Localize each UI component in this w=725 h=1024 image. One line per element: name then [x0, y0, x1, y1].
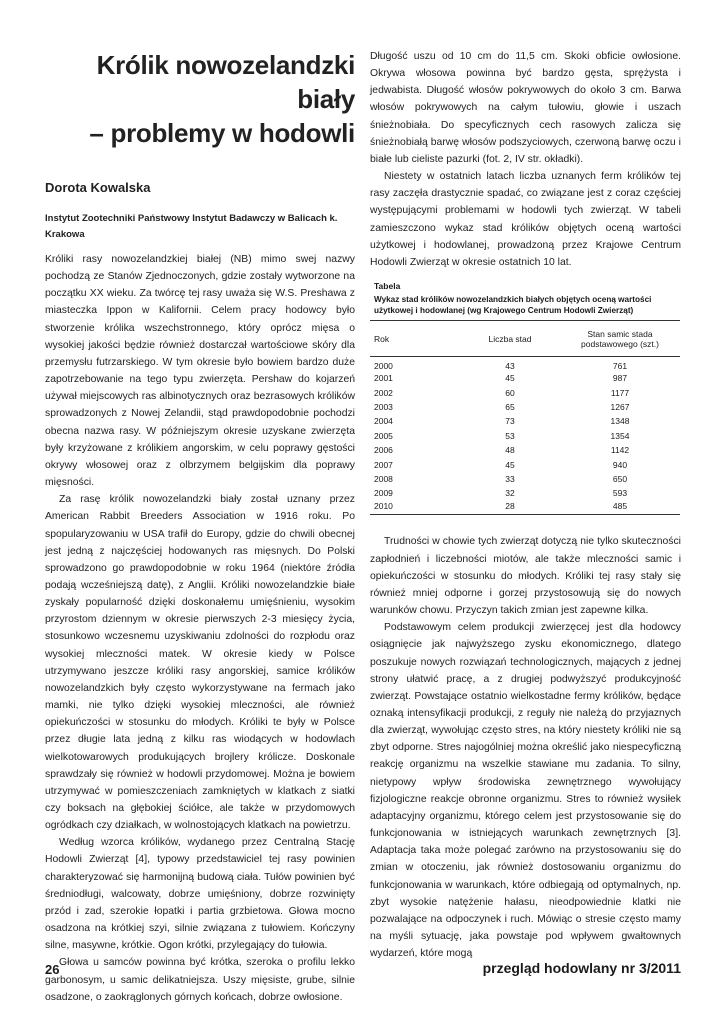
paragraph: Głowa u samców powinna być krótka, szeroka o profilu lekko garbonosym, u samic delikatniejsza. Uszy mięsiste, grube, silnie osadzone, o zaokrąglonych górnych końcach, dobrze owłosione. [45, 957, 355, 1003]
cell-year: 2000 [374, 361, 393, 372]
table-row [370, 357, 680, 372]
table-header-row [370, 321, 680, 357]
cell-year: 2008 [374, 473, 393, 484]
data-table-block [370, 281, 681, 515]
cell-herd-count: 28 [505, 500, 515, 511]
cell-year: 2009 [374, 488, 393, 499]
left-body-text [45, 251, 355, 1006]
article-title [45, 48, 355, 150]
author-affiliation: Instytut Zootechniki Państwowy Instytut Badawczy w Balicach k. Krakowa [45, 213, 338, 240]
table-row [370, 501, 680, 515]
paragraph: Według wzorca królików, wydanego przez Centralną Stację Hodowli Zwierząt [4], typowy przedstawiciel tej rasy powinien charakteryzować się harmonijną budową ciała. Tułów powinien być średniodługi, walcowaty, dobrze umięśniony, dobrze rozwinięty przód i zad, szerokie łopatki i partia grzbietowa. Głowa mocno osadzona na krótkiej szyi, silnie związana z tułowiem. Kończyny silne, masywne, krótkie. Ogon krótki, przylegający do tułowia. [45, 837, 355, 952]
paragraph: Długość uszu od 10 cm do 11,5 cm. Skoki obficie owłosione. Okrywa włosowa powinna być bardzo gęsta, sprężysta i jedwabista. Długość włosów pokrywowych do około 3 cm. Barwa włosów pokrywowych na całym tułowiu, głowie i uszach śnieżnobiała. Do specyficznych cech rasowych zalicza się śnieżnobiałą barwę włosów podszyciowych, czerwoną barwę oczu i białe lub cieliste pazurki (fot. 2, IV str. okładki). [370, 51, 681, 165]
paragraph: Trudności w chowie tych zwierząt dotyczą nie tylko skuteczności zapłodnień i liczebności miotów, ale także mleczności samic i opiekuńczości w stosunku do młodych. Króliki tej rasy stały się również mniej odporne i gorzej przystosowują się do nowych warunków chowu. Przyczyn takich zmian jest zapewne kilka. [370, 536, 681, 617]
cell-herd-count: 45 [505, 459, 515, 470]
table-row [370, 472, 680, 486]
right-column [370, 48, 681, 962]
table-row [370, 400, 680, 414]
paragraph: Za rasę królik nowozelandzki biały został uznany przez American Rabbit Breeders Association w 1916 roku. Po spopularyzowaniu w USA trafił do Europy, gdzie do chwili obecnej jest jedną z najczęściej hodowanych ras mięsnych. Do Polski sprowadzono go prawdopodobnie w roku 1964 (niektóre źródła podają wcześniejszą datę), z Anglii. Króliki nowozelandzkie białe zyskały popularność dzięki doskonałemu umięśnieniu, wysokim przyrostom dziennym w okresie pierwszych 2-3 miesięcy życia, stosunkowo wczesnemu uzyskiwaniu zdolności do rozpłodu oraz wysokiej mleczności matek. W okresie kiedy w Polsce utrzymywano jeszcze króliki rasy angorskiej, samice królików nowozelandzkich były często wykorzystywane na fermach jako mamki, nie tylko dzięki wysokiej mleczności, ale również opiekuńczości w stosunku do młodych. Króliki te były w Polsce przez długie lata jedną z kilku ras wiodących w hodowlach wielkotowarowych produkujących brojlery królicze. Doskonale sprawdzały się również w hodowli przydomowej. Można je bowiem utrzymywać w pomieszczeniach zamkniętych w klatkach z siatki czy boksach na głębokiej ściółce, ale także w przydomowych ogródkach czy działkach, w wolnostojących klatkach na powietrzu. [45, 494, 355, 832]
cell-herd-count: 60 [505, 387, 515, 398]
table-label: Tabela [374, 281, 401, 292]
title-line-1: Królik nowozelandzki biały [96, 50, 355, 114]
herd-table [370, 320, 680, 515]
table-row [370, 443, 680, 457]
cell-herd-count: 33 [505, 473, 515, 484]
table-body [370, 357, 680, 515]
cell-herd-count: 73 [505, 416, 515, 427]
cell-year: 2004 [374, 416, 393, 427]
cell-year: 2002 [374, 387, 393, 398]
cell-female-count: 987 [612, 373, 628, 384]
cell-female-count: 1142 [610, 445, 630, 456]
cell-herd-count: 53 [505, 430, 515, 441]
paragraph: Podstawowym celem produkcji zwierzęcej jest dla hodowcy osiągnięcie jak najwyższego zysku ekonomicznego, dlatego poszukuje nowych rozwiązań technologicznych, mających z jednej strony ułatwić pracę, a z drugiej podwyższyć produkcyjność zwierząt. Powstające ostatnio wielkostadne fermy królików, będące oznaką intensyfikacji produkcji, z reguły nie należą do przyjaznych dla zwierząt, wywołując często stres, na który niestety króliki nie są zbyt odporne. Stres najogólniej można określić jako niespecyficzną reakcję organizmu na wszelkie stawiane mu zadania. To silny, nietypowy wpływ środowiska zewnętrznego wywołujący fizjologiczne reakcje obronne organizmu. Stres to również wysiłek adaptacyjny organizmu, którego celem jest przystosowanie się do funkcjonowania w istniejących warunkach zewnętrznych [3]. Adaptacja taka może polegać zarówno na przystosowaniu się do zmian w otoczeniu, jak również dostosowaniu organizmu do funkcjonowania w warunkach, które odbiegają od optymalnych, np. zbyt wysokie natężenie hałasu, nieodpowiednie klatki nie pozwalające na odpoczynek i ruch. Mówiąc o stresie często mamy na myśli sytuację, jaka powstaje pod wpływem gwałtownych wydarzeń, które mogą [370, 622, 681, 960]
header-herd-count: Liczba stad [488, 333, 532, 344]
table-title: Wykaz stad królików nowozelandzkich białych objętych oceną wartości użytkowej i hodowlanej (wg Krajowego Centrum Hodowli Zwierząt) [374, 295, 652, 315]
header-female-count: Stan samic stada podstawowego (szt.) [581, 328, 659, 349]
table-row [370, 385, 680, 399]
cell-year: 2003 [374, 402, 393, 412]
table-row [370, 486, 680, 500]
left-column [45, 48, 355, 1006]
table-row [370, 457, 680, 471]
table-row [370, 414, 680, 428]
cell-herd-count: 45 [505, 373, 515, 384]
cell-herd-count: 32 [505, 488, 515, 499]
cell-female-count: 1267 [610, 402, 630, 412]
cell-herd-count: 48 [505, 445, 515, 456]
cell-year: 2001 [374, 373, 393, 384]
title-line-2: – problemy w hodowli [89, 118, 355, 148]
cell-female-count: 485 [612, 500, 628, 511]
cell-female-count: 1348 [610, 416, 630, 427]
cell-female-count: 761 [612, 361, 628, 372]
cell-herd-count: 43 [505, 361, 515, 372]
cell-year: 2006 [374, 445, 393, 456]
cell-female-count: 940 [612, 459, 628, 470]
cell-year: 2005 [374, 430, 393, 441]
cell-herd-count: 65 [505, 402, 515, 412]
cell-female-count: 650 [612, 473, 628, 484]
cell-year: 2007 [374, 459, 393, 470]
cell-female-count: 1177 [610, 387, 630, 398]
cell-year: 2010 [374, 500, 393, 511]
author-name: Dorota Kowalska [45, 180, 151, 195]
cell-female-count: 593 [612, 488, 628, 499]
table-row [370, 371, 680, 385]
header-year: Rok [374, 333, 390, 344]
journal-name: przegląd hodowlany nr 3/2011 [482, 960, 681, 976]
page-number: 26 [45, 962, 60, 977]
paragraph: Króliki rasy nowozelandzkiej białej (NB) mimo swej nazwy pochodzą ze Stanów Zjednoczonych, gdzie zostały wytworzone na początku XX wieku. Za twórcę tej rasy uważa się W.S. Preshawa z miasteczka Ippon w Kalifornii. Celem pracy hodowcy było stworzenie królika wszechstronnego, który oprócz mięsa o wysokiej jakości będzie również dostarczał wartościowe skóry dla przemysłu futrzarskiego. W tym okresie było bowiem bardzo duże zapotrzebowanie na tego typu zwierzęta. Pershaw do kojarzeń używał miejscowych ras albinotycznych oraz bezrasowych królików sprowadzonych z Nowej Zelandii, stąd prawdopodobnie pochodzi obecna nazwa rasy. W późniejszym okresie uzyskane zwierzęta były krzyżowane z królikiem angorskim, w celu poprawy gęstości okrywy włosowej oraz z olbrzymem belgijskim dla poprawy mięsności. [45, 254, 355, 489]
cell-female-count: 1354 [610, 430, 630, 441]
table-row [370, 429, 680, 443]
paragraph: Niestety w ostatnich latach liczba uznanych ferm królików tej rasy zaczęła drastycznie spadać, co związane jest z coraz częściej występującymi problemami w hodowli tych zwierząt. W tabeli zamieszczono wykaz stad królików objętych oceną wartości użytkowej i hodowlanej, prowadzoną przez Krajowe Centrum Hodowli Zwierząt w okresie ostatnich 10 lat. [370, 171, 681, 268]
